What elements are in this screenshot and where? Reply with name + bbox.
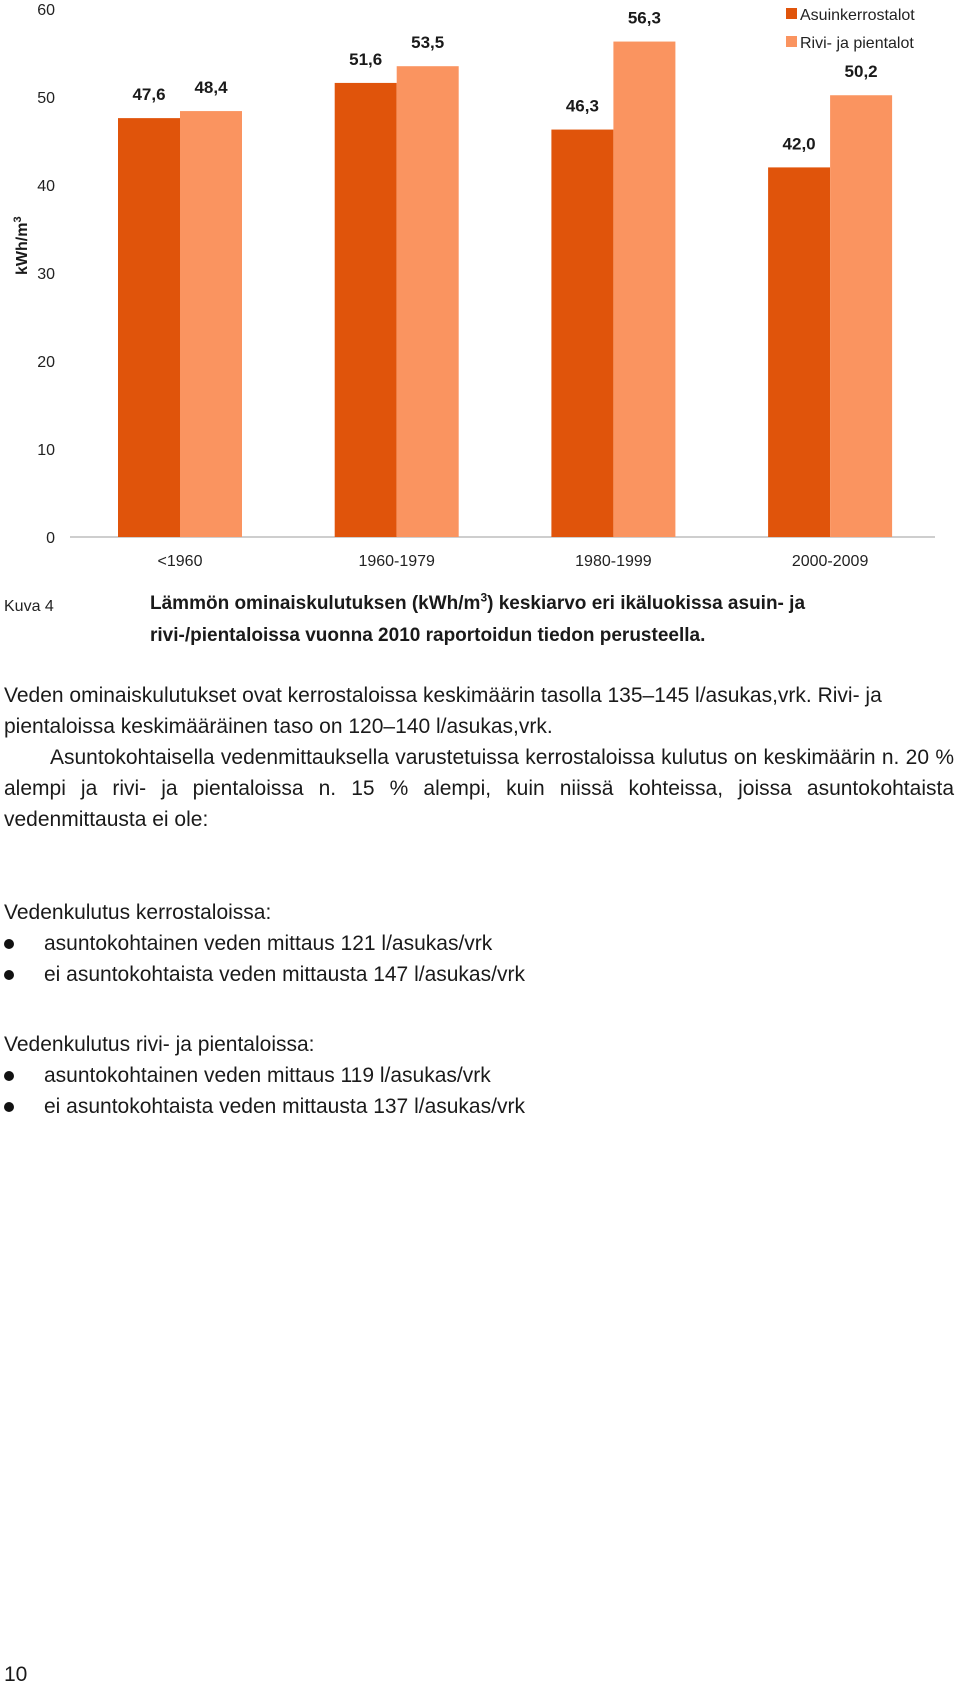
legend-swatch <box>786 36 797 47</box>
y-tick-label: 50 <box>37 90 55 107</box>
y-tick-label: 40 <box>37 178 55 195</box>
bar <box>613 42 675 537</box>
bar <box>397 66 459 537</box>
legend-label: Rivi- ja pientalot <box>800 35 914 52</box>
list-heading: Vedenkulutus kerrostaloissa: <box>4 901 272 924</box>
bar-value-label: 56,3 <box>627 8 661 28</box>
list-item <box>4 928 954 959</box>
bullet-icon <box>4 939 14 949</box>
x-tick-label: 1980-1999 <box>575 553 652 570</box>
legend <box>786 7 915 52</box>
list-item-text: ei asuntokohtaista veden mittausta 137 l/asukas/vrk <box>44 1095 525 1118</box>
bar <box>118 118 180 537</box>
bar-value-label: 53,5 <box>411 33 445 53</box>
caption-text-start: Lämmön ominaiskulutuksen (kWh/m <box>150 593 481 614</box>
caption-number: Kuva 4 <box>4 598 54 615</box>
list-item-text: asuntokohtainen veden mittaus 119 l/asukas/vrk <box>44 1064 491 1087</box>
list-row-houses <box>4 1029 954 1122</box>
list-item <box>4 1060 954 1091</box>
bar <box>830 95 892 537</box>
list-heading: Vedenkulutus rivi- ja pientaloissa: <box>4 1033 315 1056</box>
x-tick-label: 1960-1979 <box>358 553 435 570</box>
bars <box>118 42 892 537</box>
svg-text:kWh/m3 <box>12 216 31 275</box>
y-tick-label: 30 <box>37 266 55 283</box>
x-tick-label: 2000-2009 <box>791 553 869 570</box>
x-tick-label: <1960 <box>157 553 203 570</box>
list-apartment-buildings <box>4 897 954 990</box>
bullet-icon <box>4 970 14 980</box>
paragraph-1: Veden ominaiskulutukset ovat kerrostaloissa keskimäärin tasolla 135–145 l/asukas,vrk. Rivi- ja pientaloissa keskimääräinen taso on 120–140 l/asukas,vrk. <box>4 684 882 738</box>
y-tick-label: 0 <box>46 530 55 547</box>
bullet-icon <box>4 1102 14 1112</box>
bar-value-label: 46,3 <box>565 96 599 116</box>
y-tick-label: 20 <box>37 354 55 371</box>
y-axis-ticks <box>37 2 55 547</box>
caption-superscript: 3 <box>480 590 488 605</box>
caption-text-end: ) keskiarvo eri ikäluokissa asuin- ja rivi-/pientaloissa vuonna 2010 raportoidun tiedon perusteella. <box>150 593 806 646</box>
bar <box>180 111 242 537</box>
bar <box>335 83 397 537</box>
paragraph-2: Asuntokohtaisella vedenmittauksella varustetuissa kerrostaloissa kulutus on keskimäärin n. 20 % alempi ja rivi- ja pientaloissa n. 15 % alempi, kuin niissä kohteissa, joissa asuntokohtaista vedenmittausta ei ole: <box>4 746 954 831</box>
bar-chart <box>0 0 960 580</box>
y-axis-title <box>12 216 31 275</box>
bar-value-labels <box>132 9 877 154</box>
y-tick-label: 10 <box>37 442 55 459</box>
bar-value-label: 51,6 <box>349 49 383 69</box>
y-axis-title-sup: 3 <box>12 216 24 223</box>
bar-value-label: 50,2 <box>844 62 878 82</box>
y-axis-title-text: kWh/m <box>14 222 31 275</box>
legend-swatch <box>786 8 797 19</box>
bar-value-label: 47,6 <box>132 85 166 105</box>
bar <box>551 130 613 537</box>
legend-label: Asuinkerrostalot <box>800 7 915 24</box>
page-number: 10 <box>4 1663 28 1686</box>
bar-value-label: 48,4 <box>194 78 228 98</box>
y-tick-label: 60 <box>37 2 55 19</box>
caption-text <box>150 588 950 652</box>
bullet-icon <box>4 1071 14 1081</box>
bar-value-label: 42,0 <box>782 134 816 154</box>
list-item <box>4 1091 954 1122</box>
list-item-text: ei asuntokohtaista veden mittausta 147 l/asukas/vrk <box>44 963 525 986</box>
x-axis-ticks <box>158 553 869 570</box>
bar <box>768 167 830 537</box>
body-text <box>4 680 954 835</box>
list-item-text: asuntokohtainen veden mittaus 121 l/asukas/vrk <box>44 932 493 955</box>
list-item <box>4 959 954 990</box>
